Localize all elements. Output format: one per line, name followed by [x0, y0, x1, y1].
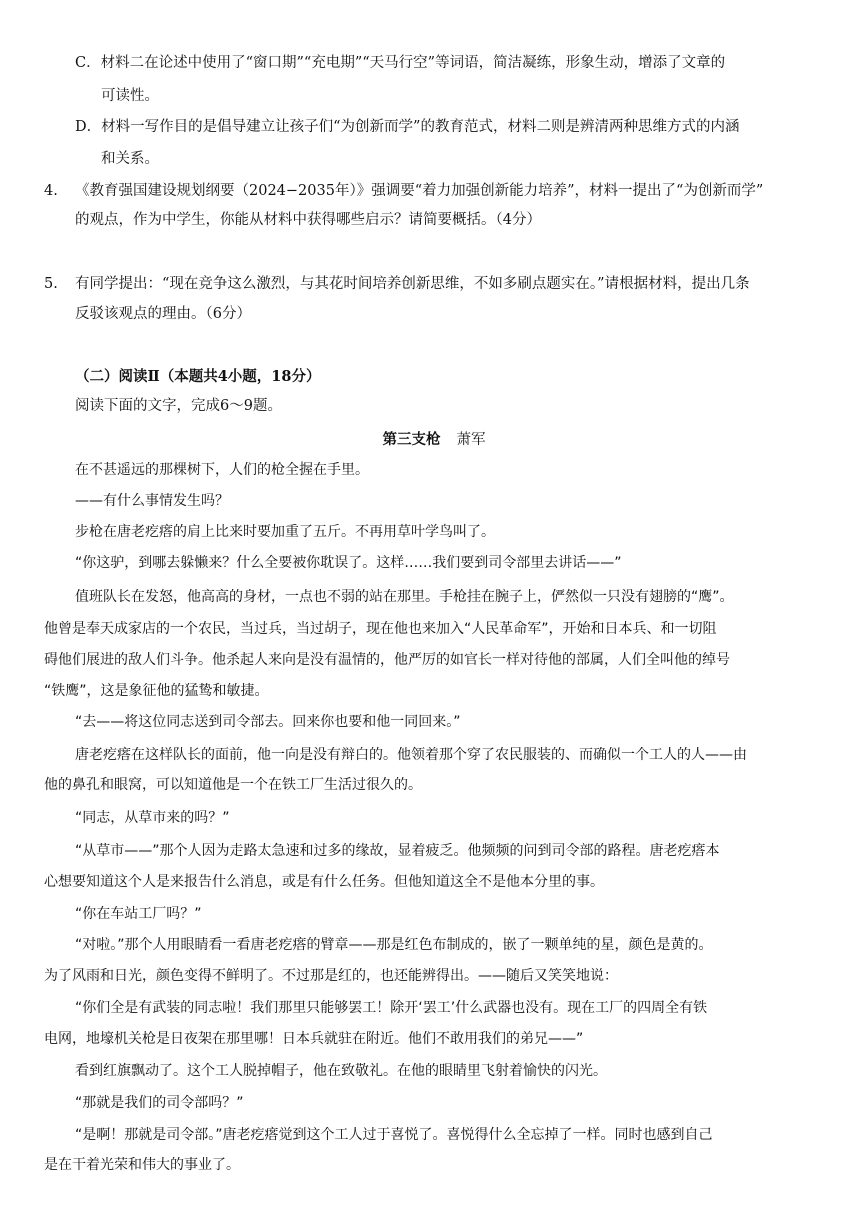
- option-d-line1: D．材料一写作目的是倡导建立让孩子们“为创新而学”的教育范式，材料二则是辨清两种思维方式的内涵: [75, 119, 740, 135]
- story-line: “铁鹰”，这是象征他的猛鸷和敏捷。: [44, 683, 269, 699]
- story-line: 值班队长在发怒，他高高的身材，一点也不弱的站在那里。手枪挂在腕子上，俨然似一只没有翅膀的“鹰”。: [75, 589, 734, 605]
- story-line: 心想要知道这个人是来报告什么消息，或是有什么任务。但他知道这全不是他本分里的事。: [44, 874, 604, 890]
- story-line: “去——将这位同志送到司令部去。回来你也要和他一同回来。”: [75, 714, 461, 730]
- story-line: 看到红旗飘动了。这个工人脱掉帽子，他在致敬礼。在他的眼睛里飞射着愉快的闪光。: [75, 1063, 607, 1079]
- question-5-line1: 有同学提出：“现在竞争这么激烈，与其花时间培养创新思维，不如多刷点题实在。”请根据材料，提出几条: [75, 276, 750, 292]
- story-line: 步枪在唐老疙瘩的肩上比来时要加重了五斤。不再用草叶学鸟叫了。: [75, 524, 495, 540]
- question-4-number: 4.: [44, 183, 58, 199]
- section-heading: （二）阅读Ⅱ（本题共4小题，18分）: [75, 368, 321, 385]
- story-line: “对啦。”那个人用眼睛看一看唐老疙瘩的臂章——那是红色布制成的，嵌了一颗单纯的星，颜色是黄的。: [75, 937, 713, 953]
- story-line: “你在车站工厂吗？”: [75, 906, 202, 922]
- story-line: 是在干着光荣和伟大的事业了。: [44, 1157, 240, 1173]
- option-c-line1: C．材料二在论述中使用了“窗口期”“充电期”“天马行空”等词语，简洁凝练，形象生动，增添了文章的: [75, 55, 726, 71]
- question-5-line2: 反驳该观点的理由。（6分）: [75, 306, 251, 322]
- story-line: 他的鼻孔和眼窝，可以知道他是一个在铁工厂生活过很久的。: [44, 777, 422, 793]
- story-line: 碍他们展进的敌人们斗争。他杀起人来向是没有温情的，他严厉的如官长一样对待他的部属，人们全叫他的绰号: [44, 652, 730, 668]
- story-line: “同志，从草市来的吗？”: [75, 810, 230, 826]
- story-line: “那就是我们的司令部吗？”: [75, 1095, 244, 1111]
- story-line: “是啊！那就是司令部。”唐老疙瘩觉到这个工人过于喜悦了。喜悦得什么全忘掉了一样。同时也感到自己: [75, 1127, 713, 1143]
- option-d-line2: 和关系。: [101, 151, 159, 167]
- story-line: “你这驴，到哪去躲懒来？什么全要被你耽误了。这样……我们要到司令部里去讲话——”: [75, 555, 622, 571]
- option-c-line2: 可读性。: [101, 88, 159, 104]
- story-author: 萧军: [456, 432, 486, 448]
- section-instruction: 阅读下面的文字，完成6～9题。: [75, 398, 282, 414]
- story-line: “从草市——”那个人因为走路太急速和过多的缘故，显着疲乏。他频频的问到司令部的路程。唐老疙瘩本: [75, 843, 720, 859]
- story-title: 第三支枪: [382, 431, 441, 448]
- story-line: 他曾是奉天成家店的一个农民，当过兵，当过胡子，现在他也来加入“人民革命军”，开始和日本兵、和一切阻: [44, 621, 717, 637]
- story-line: 电网，地壕机关枪是日夜架在那里哪！日本兵就驻在附近。他们不敢用我们的弟兄——”: [44, 1031, 584, 1047]
- story-line: 为了风雨和日光，颜色变得不鲜明了。不过那是红的，也还能辨得出。——随后又笑笑地说：: [44, 968, 618, 984]
- story-line: 唐老疙瘩在这样队长的面前，他一向是没有辩白的。他领着那个穿了农民服装的、而确似一个工人的人——由: [75, 747, 747, 763]
- story-title-block: [0, 430, 868, 450]
- story-line: ——有什么事情发生吗？: [75, 493, 229, 509]
- question-5-number: 5.: [44, 276, 58, 292]
- question-4-line1: 《教育强国建设规划纲要（2024−2035年）》强调要“着力加强创新能力培养”，材料一提出了“为创新而学”: [75, 183, 764, 199]
- story-line: 在不甚遥远的那棵树下，人们的枪全握在手里。: [75, 462, 369, 478]
- question-4-line2: 的观点，作为中学生，你能从材料中获得哪些启示？请简要概括。（4分）: [75, 212, 541, 228]
- story-line: “你们全是有武装的同志啦！我们那里只能够罢工！除开‘罢工’什么武器也没有。现在工厂的四周全有铁: [75, 1000, 708, 1016]
